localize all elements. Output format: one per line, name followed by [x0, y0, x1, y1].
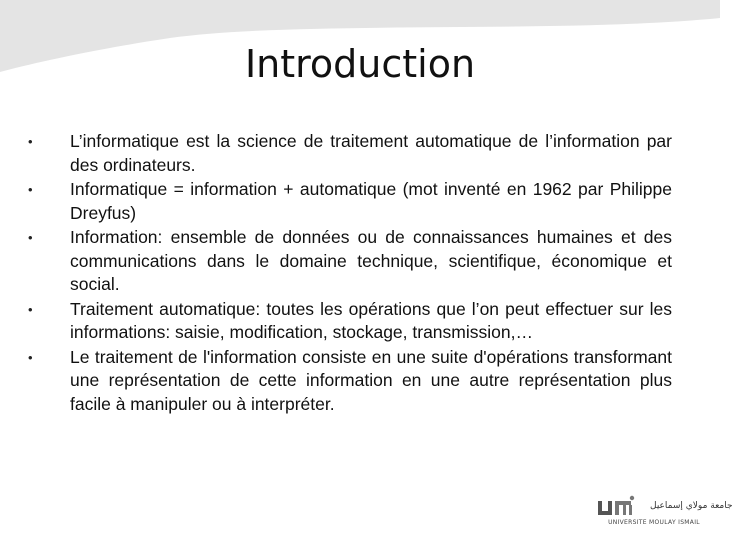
bullet-item [28, 298, 672, 345]
bullet-item [28, 178, 672, 225]
bullet-text: Traitement automatique: toutes les opérations que l’on peut effectuer sur les informations: saisie, modification, stockage, transmission,… [70, 298, 672, 342]
bullet-item [28, 130, 672, 177]
university-logo [590, 495, 733, 537]
bullet-icon: • [28, 134, 33, 149]
bullet-list [28, 130, 672, 417]
umi-logo-icon [596, 495, 636, 517]
bullet-item [28, 226, 672, 297]
bullet-icon: • [28, 230, 33, 245]
bullet-icon: • [28, 182, 33, 197]
bullet-icon: • [28, 301, 33, 317]
bullet-item [28, 346, 672, 417]
bullet-text: Informatique = information + automatique (mot inventé en 1962 par Philippe Dreyfus) [70, 179, 672, 223]
logo-text-latin: UNIVERSITE MOULAY ISMAIL [608, 519, 700, 526]
logo-text-arabic: جامعة مولاي إسماعيل [650, 501, 733, 511]
bullet-text: L’informatique est la science de traitement automatique de l’information par des ordinateurs. [70, 131, 672, 175]
slide-title: Introduction [244, 42, 476, 86]
bullet-text: Le traitement de l'information consiste en une suite d'opérations transformant une représentation de cette information en une autre représentation plus facile à manipuler ou à interpréter. [70, 346, 672, 414]
bullet-icon: • [28, 349, 33, 365]
bullet-text: Information: ensemble de données ou de connaissances humaines et des communications dans le domaine technique, scientifique, économique et social. [70, 227, 672, 294]
